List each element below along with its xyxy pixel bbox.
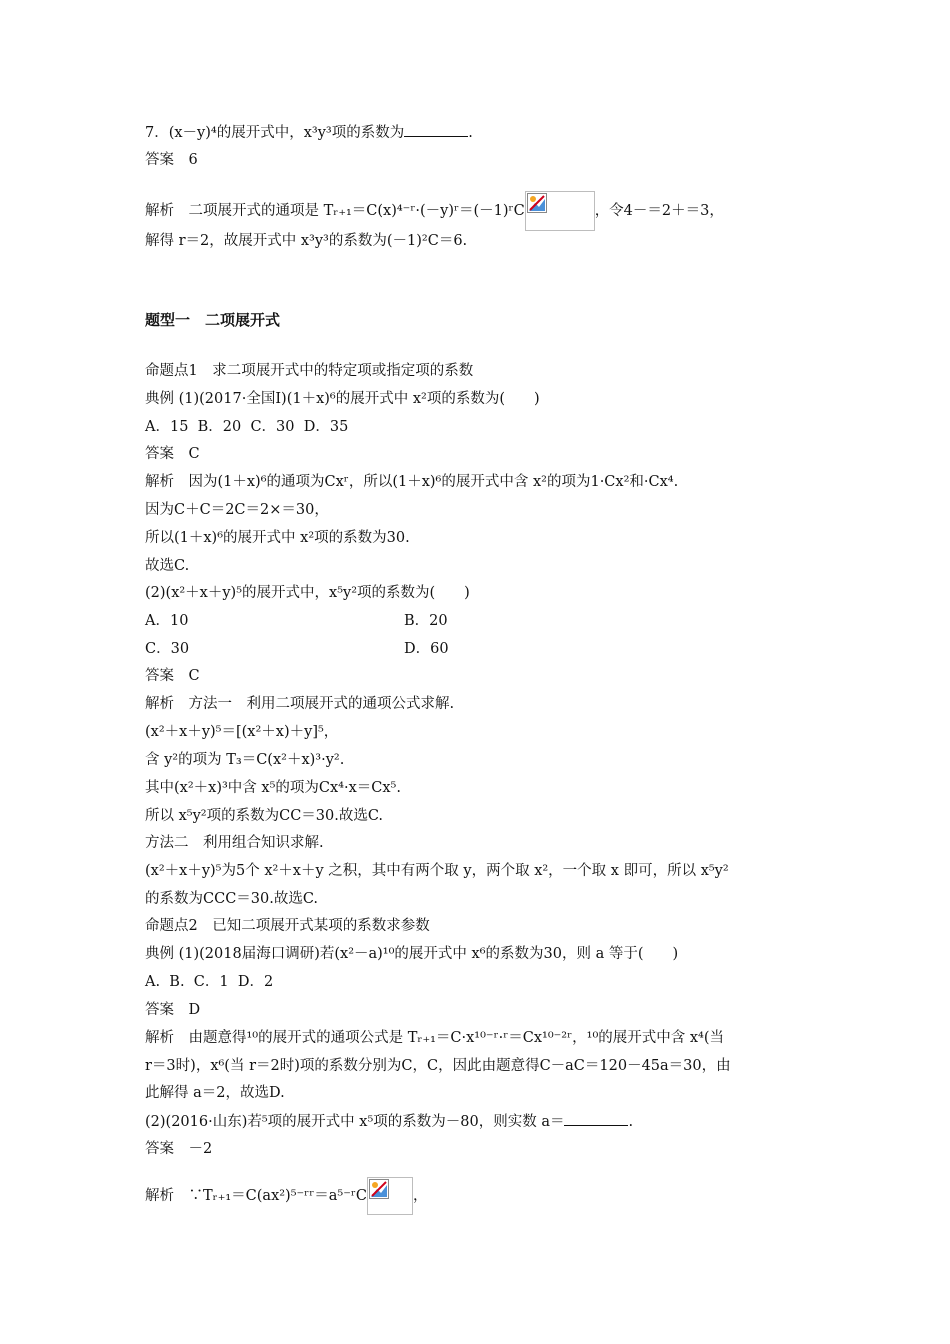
answer-blank [564, 1111, 628, 1126]
example-2-method2-title: 方法二 利用组合知识求解. [145, 835, 324, 851]
example-2-options-row2: C．30 D．60 [145, 641, 449, 657]
example-1-analysis-line2: 因为C＋C＝2C＝2×＝30， [145, 502, 329, 518]
example-4-analysis: 解析 ∵Tᵣ₊₁＝C(ax²)⁵⁻ʳʳ＝a⁵⁻ʳC ， [145, 1177, 428, 1215]
exercise-7-analysis-line1: 解析 二项展开式的通项是 Tᵣ₊₁＝C(x)⁴⁻ʳ·(－y)ʳ＝(－1)ʳC ，令4－＝2＋＝3， [145, 191, 724, 231]
example-2-analysis-line3: 含 y²的项为 T₃＝C(x²＋x)³·y². [145, 752, 345, 768]
example-1-analysis-line4: 故选C. [145, 558, 190, 574]
example-3-answer: 答案 D [145, 1002, 201, 1018]
example-4-question: (2)(2016·山东)若⁵项的展开式中 x⁵项的系数为－80，则实数 a＝ . [145, 1111, 633, 1132]
topic-point-2: 命题点2 已知二项展开式某项的系数求参数 [145, 918, 430, 934]
example-1-options: A．15 B．20 C．30 D．35 [145, 419, 349, 435]
example-2-analysis-line2: (x²＋x＋y)⁵＝[(x²＋x)＋y]⁵， [145, 724, 339, 740]
example-1-analysis-line1: 解析 因为(1＋x)⁶的通项为Cxʳ，所以(1＋x)⁶的展开式中含 x²的项为1·Cx²和·Cx⁴. [145, 474, 679, 490]
example-3-analysis-line3: 此解得 a＝2，故选D. [145, 1085, 285, 1101]
example-3-question: 典例 (1)(2018届海口调研)若(x²－a)¹⁰的展开式中 x⁶的系数为30，则 a 等于( ) [145, 946, 679, 962]
example-1-answer: 答案 C [145, 446, 200, 462]
broken-image-icon [367, 1177, 413, 1215]
example-2-options-row1: A．10 B．20 [145, 613, 448, 629]
answer-blank [404, 122, 468, 137]
example-1-question: 典例 (1)(2017·全国Ⅰ)(1＋x)⁶的展开式中 x²项的系数为( ) [145, 391, 540, 407]
exercise-7-question: 7．(x－y)⁴的展开式中，x³y³项的系数为 . [145, 122, 473, 143]
example-2-analysis-line5: 所以 x⁵y²项的系数为CC＝30.故选C. [145, 808, 384, 824]
example-4-answer: 答案 －2 [145, 1141, 213, 1157]
example-2-method2-line2: 的系数为CCC＝30.故选C. [145, 891, 319, 907]
exercise-7-analysis-line2: 解得 r＝2，故展开式中 x³y³的系数为(－1)²C＝6. [145, 233, 468, 249]
example-3-options: A. B. C．1 D．2 [145, 974, 274, 990]
example-1-analysis-line3: 所以(1＋x)⁶的展开式中 x²项的系数为30. [145, 530, 410, 546]
topic-point-1: 命题点1 求二项展开式中的特定项或指定项的系数 [145, 363, 474, 379]
section-heading: 题型一 二项展开式 [145, 311, 281, 329]
example-2-analysis-line1: 解析 方法一 利用二项展开式的通项公式求解. [145, 696, 455, 712]
example-2-analysis-line4: 其中(x²＋x)³中含 x⁵的项为Cx⁴·x＝Cx⁵. [145, 780, 401, 796]
example-3-analysis-line1: 解析 由题意得¹⁰的展开式的通项公式是 Tᵣ₊₁＝C·x¹⁰⁻ʳ·ʳ＝Cx¹⁰⁻²ʳ，¹⁰的展开式中含 x⁴(当 [145, 1030, 725, 1046]
example-2-method2-line1: (x²＋x＋y)⁵为5个 x²＋x＋y 之积，其中有两个取 y，两个取 x²，一个取 x 即可，所以 x⁵y² [145, 863, 729, 879]
example-2-question: (2)(x²＋x＋y)⁵的展开式中，x⁵y²项的系数为( ) [145, 585, 470, 601]
exercise-7-answer: 答案 6 [145, 152, 198, 168]
example-2-answer: 答案 C [145, 668, 200, 684]
example-3-analysis-line2: r＝3时)，x⁶(当 r＝2时)项的系数分别为C，C，因此由题意得C－aC＝120－45a＝30，由 [145, 1058, 731, 1074]
broken-image-icon [525, 191, 595, 231]
